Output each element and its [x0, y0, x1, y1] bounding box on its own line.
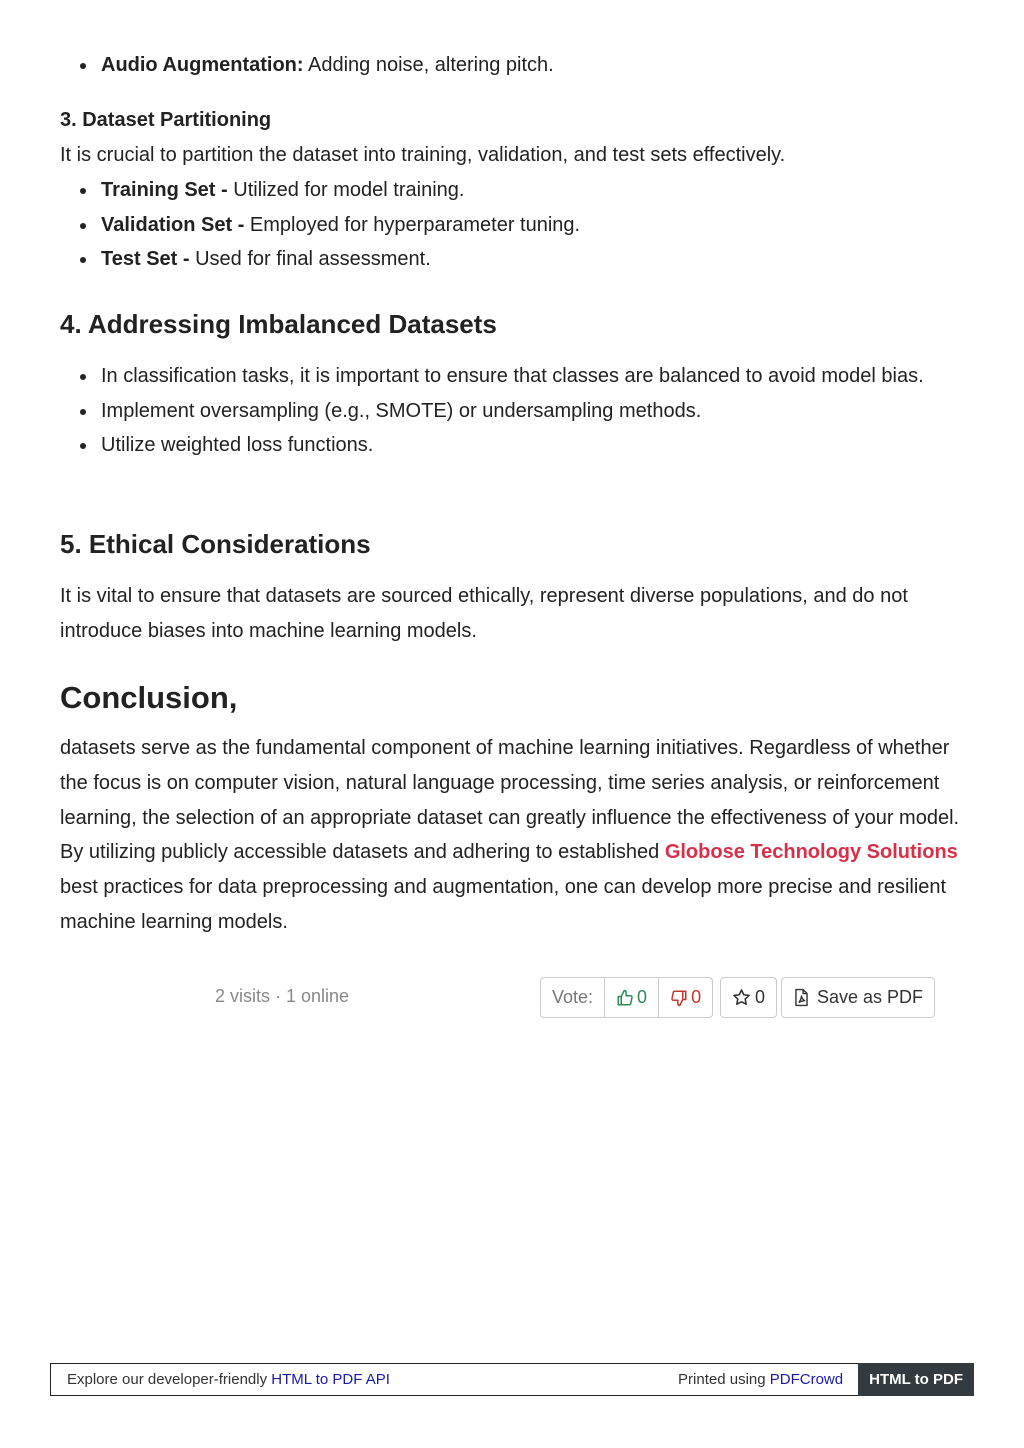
star-button[interactable]	[720, 977, 777, 1018]
item-bold: Training Set -	[101, 179, 228, 201]
list-item	[60, 242, 970, 277]
item-bold: Audio Augmentation:	[101, 54, 304, 76]
item-text: Adding noise, altering pitch.	[303, 54, 554, 76]
item-text: Used for final assessment.	[189, 248, 431, 270]
list-item	[60, 173, 970, 208]
list-item: In classification tasks, it is important to ensure that classes are balanced to avoid model bias.	[60, 359, 950, 394]
augmentation-list	[60, 48, 970, 83]
footer-right	[678, 1371, 858, 1388]
imbalanced-heading: 4. Addressing Imbalanced Datasets	[60, 309, 497, 339]
vote-down-count: 0	[691, 987, 702, 1007]
item-bold: Validation Set -	[101, 213, 245, 236]
partitioning-heading: 3. Dataset Partitioning	[60, 109, 272, 131]
vote-up-count: 0	[637, 987, 648, 1007]
vote-down-button[interactable]	[659, 978, 712, 1017]
partitioning-list	[60, 173, 970, 277]
html-to-pdf-api-link[interactable]: HTML to PDF API	[271, 1371, 390, 1388]
list-item	[60, 208, 970, 243]
vote-group	[540, 977, 713, 1018]
save-as-pdf-label: Save as PDF	[817, 987, 924, 1007]
footer-right-text: Printed using	[678, 1371, 770, 1388]
pdfcrowd-footer	[50, 1363, 974, 1396]
star-count: 0	[755, 987, 766, 1007]
conclusion-text-after: best practices for data preprocessing and augmentation, one can develop more precise and resilient machine learning models.	[60, 876, 947, 933]
item-text: Employed for hyperparameter tuning.	[244, 213, 581, 236]
thumbs-up-icon	[616, 989, 634, 1007]
list-item	[60, 48, 970, 83]
globose-link[interactable]: Globose Technology Solutions	[664, 841, 958, 864]
ethical-text: It is vital to ensure that datasets are sourced ethically, represent diverse populations, and do not introduce biases into machine learning models.	[60, 585, 908, 642]
list-item: Implement oversampling (e.g., SMOTE) or undersampling methods.	[60, 394, 950, 429]
pdfcrowd-link[interactable]: PDFCrowd	[769, 1371, 844, 1388]
conclusion-text	[60, 731, 970, 940]
imbalanced-list	[60, 359, 950, 463]
visit-stats: 2 visits · 1 online	[215, 986, 350, 1006]
vote-up-button[interactable]	[605, 978, 659, 1017]
pdf-file-icon	[793, 988, 810, 1007]
conclusion-heading: Conclusion,	[60, 680, 238, 715]
vote-label: Vote:	[541, 978, 605, 1017]
footer-left-text: Explore our developer-friendly	[67, 1371, 272, 1388]
item-bold: Test Set -	[101, 248, 190, 270]
footer-left	[51, 1371, 678, 1388]
save-as-pdf-button[interactable]	[781, 977, 935, 1018]
star-icon	[732, 988, 751, 1007]
list-item: Utilize weighted loss functions.	[60, 428, 950, 463]
ethical-heading: 5. Ethical Considerations	[60, 529, 371, 559]
html-to-pdf-badge[interactable]: HTML to PDF	[858, 1363, 974, 1396]
conclusion-text-before: datasets serve as the fundamental component of machine learning initiatives. Regardless of whether the focus is on computer vision, natural language processing, time series analysis, or reinforcement learning, the selection of an appropriate dataset can greatly influence the effectiveness of your model. By utilizing publicly accessible datasets and adhering to established	[60, 737, 960, 864]
partitioning-intro: It is crucial to partition the dataset into training, validation, and test sets effectively.	[60, 144, 786, 166]
thumbs-down-icon	[670, 989, 688, 1007]
item-text: Utilized for model training.	[227, 179, 465, 201]
